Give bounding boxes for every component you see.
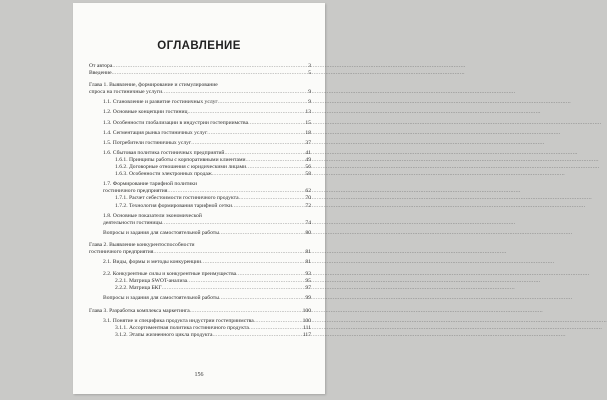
page-number-folio: 156 (194, 372, 204, 378)
toc-entry-label: 3.1. Понятие и специфика продукта индустрии гостеприимства (103, 317, 254, 324)
toc-entry (89, 120, 311, 127)
toc-leader-dots (112, 63, 307, 70)
toc-entry-label: Глава 3. Разработка комплекса маркетинга (89, 307, 190, 314)
toc-entry (89, 230, 311, 237)
toc-entry-label: гостиничного предприятия (89, 248, 154, 255)
toc-leader-dots (162, 89, 307, 96)
toc-page-number: 62 (305, 188, 311, 195)
toc-page-number: 93 (305, 271, 311, 278)
toc-leader-dots (162, 285, 305, 292)
toc-entry-label: 3.1.2. Этапы жизненного цикла продукта (115, 331, 213, 338)
toc-entry-label: 1.6.3. Особенности электронных продаж (115, 171, 212, 178)
toc-entry-label: 1.5. Потребители гостиничных услуг (103, 139, 192, 146)
toc-leader-dots (201, 259, 304, 266)
toc-leader-dots (248, 120, 304, 127)
toc-leader-dots (212, 171, 305, 178)
table-of-contents (89, 63, 311, 339)
toc-leader-dots (239, 195, 305, 202)
toc-page-number: 41 (305, 149, 311, 156)
toc-leader-dots (219, 230, 304, 237)
toc-page-number: 9 (308, 99, 311, 106)
toc-entry (89, 332, 311, 339)
toc-leader-dots (153, 249, 304, 256)
toc-leader-dots (213, 332, 302, 339)
toc-entry (89, 195, 311, 202)
toc-entry (89, 181, 311, 195)
toc-entry-label: 1.3. Особенности глобализации в индустрии гостеприимства (103, 119, 249, 126)
toc-entry (89, 295, 311, 302)
toc-leader-dots (191, 140, 304, 147)
toc-entry-label: 3.1.1. Ассортиментная политика гостиничного продукта (115, 324, 249, 331)
toc-page-number: 15 (305, 119, 311, 126)
toc-page-number: 5 (308, 70, 311, 77)
toc-page-number: 99 (305, 295, 311, 302)
toc-entry (89, 99, 311, 106)
toc-entry-label: 2.2.1. Матрица SWOT-анализа (115, 278, 188, 285)
toc-entry-label: 1.7.2. Технология формирования тарифной сетки (115, 202, 233, 209)
toc-leader-dots (207, 130, 304, 137)
toc-entry (89, 171, 311, 178)
toc-leader-dots (219, 295, 304, 302)
toc-leader-dots (224, 150, 304, 157)
toc-page-number: 70 (305, 195, 311, 202)
toc-entry-label: 1.6.1. Принципы работы с корпоративными клиентами (115, 156, 246, 163)
toc-entry-label: 2.2.2. Матрица БКГ (115, 285, 162, 292)
toc-leader-dots (246, 164, 304, 171)
toc-page-number: 56 (305, 164, 311, 171)
toc-entry (89, 285, 311, 292)
toc-page-number: 117 (302, 331, 311, 338)
toc-page-number: 81 (305, 248, 311, 255)
toc-entry-label: 1.6. Сбытовая политика гостиничных предприятий (103, 149, 225, 156)
toc-entry-label: Вопросы и задания для самостоятельной работы (103, 295, 220, 302)
toc-entry (89, 278, 311, 285)
toc-entry-label-line1: 1.7. Формирование тарифной политики (103, 181, 198, 188)
toc-leader-dots (218, 99, 308, 106)
toc-entry-label: 2.2. Конкурентные силы и конкурентные преимущества (103, 271, 237, 278)
toc-page-number: 49 (305, 156, 311, 163)
toc-entry (89, 109, 311, 116)
toc-entry-label-line1: 1.8. Основные показатели экономической (103, 212, 202, 219)
toc-entry-label: 1.4. Сегментация рынка гостиничных услуг (103, 129, 208, 136)
toc-page-number: 18 (305, 129, 311, 136)
toc-leader-dots (112, 70, 308, 77)
toc-leader-dots (190, 308, 302, 315)
toc-page-number: 58 (305, 171, 311, 178)
toc-page-number: 95 (305, 278, 311, 285)
toc-entry (89, 203, 311, 210)
toc-entry-label: 1.7.1. Расчет себестоимости гостиничного продукта (115, 195, 239, 202)
toc-page-number: 81 (305, 259, 311, 266)
toc-page-number: 97 (305, 285, 311, 292)
toc-page-number: 3 (308, 63, 311, 69)
toc-entry (89, 318, 311, 325)
toc-leader-dots (232, 203, 304, 210)
toc-entry-chapter-3 (89, 308, 311, 315)
toc-entry (89, 63, 311, 70)
toc-entry-label: 2.1. Виды, формы и методы конкуренции (103, 259, 202, 266)
toc-entry-label: гостиничного предприятия (103, 188, 168, 195)
toc-entry-chapter-2 (89, 242, 311, 256)
toc-page-number: 9 (308, 89, 311, 96)
page-title: ОГЛАВЛЕНИЕ (157, 40, 241, 52)
toc-entry-label: Введение (89, 70, 112, 77)
toc-entry (89, 70, 311, 77)
toc-entry-label: 1.2. Основные концепции гостиниц (103, 109, 188, 116)
book-page (73, 3, 325, 394)
toc-leader-dots (254, 318, 302, 325)
toc-page-number: 80 (305, 229, 311, 236)
toc-entry (89, 259, 311, 266)
toc-page-number: 100 (302, 317, 311, 324)
toc-page-number: 72 (305, 202, 311, 209)
toc-entry-label-line1: Глава 1. Выявление, формирование и стимулирование (89, 82, 218, 89)
toc-leader-dots (162, 220, 304, 227)
toc-entry (89, 271, 311, 278)
toc-entry (89, 140, 311, 147)
toc-leader-dots (246, 157, 305, 164)
toc-leader-dots (249, 325, 302, 332)
toc-entry-label: 1.1. Становление и развитие гостиничных услуг (103, 99, 218, 106)
toc-entry-label-line1: Глава 2. Выявление конкурентоспособности (89, 241, 195, 248)
toc-leader-dots (236, 271, 304, 278)
toc-entry-label: Вопросы и задания для самостоятельной работы (103, 229, 220, 236)
toc-entry-label: От автора (89, 63, 113, 69)
toc-page-number: 13 (305, 109, 311, 116)
toc-entry (89, 157, 311, 164)
toc-entry (89, 130, 311, 137)
toc-entry (89, 150, 311, 157)
toc-entry (89, 213, 311, 227)
toc-page-number: 111 (303, 324, 311, 331)
toc-page-number: 37 (305, 139, 311, 146)
toc-leader-dots (187, 109, 304, 116)
toc-page-number: 74 (305, 219, 311, 226)
toc-entry-chapter-1 (89, 82, 311, 96)
toc-entry-label: деятельности гостиницы (103, 219, 163, 226)
toc-page-number: 100 (302, 307, 311, 314)
toc-entry-label: 1.6.2. Договорные отношения с юридическими лицами (115, 164, 247, 171)
toc-entry (89, 325, 311, 332)
toc-leader-dots (187, 278, 304, 285)
toc-entry-label: спроса на гостиничные услуги (89, 89, 163, 96)
